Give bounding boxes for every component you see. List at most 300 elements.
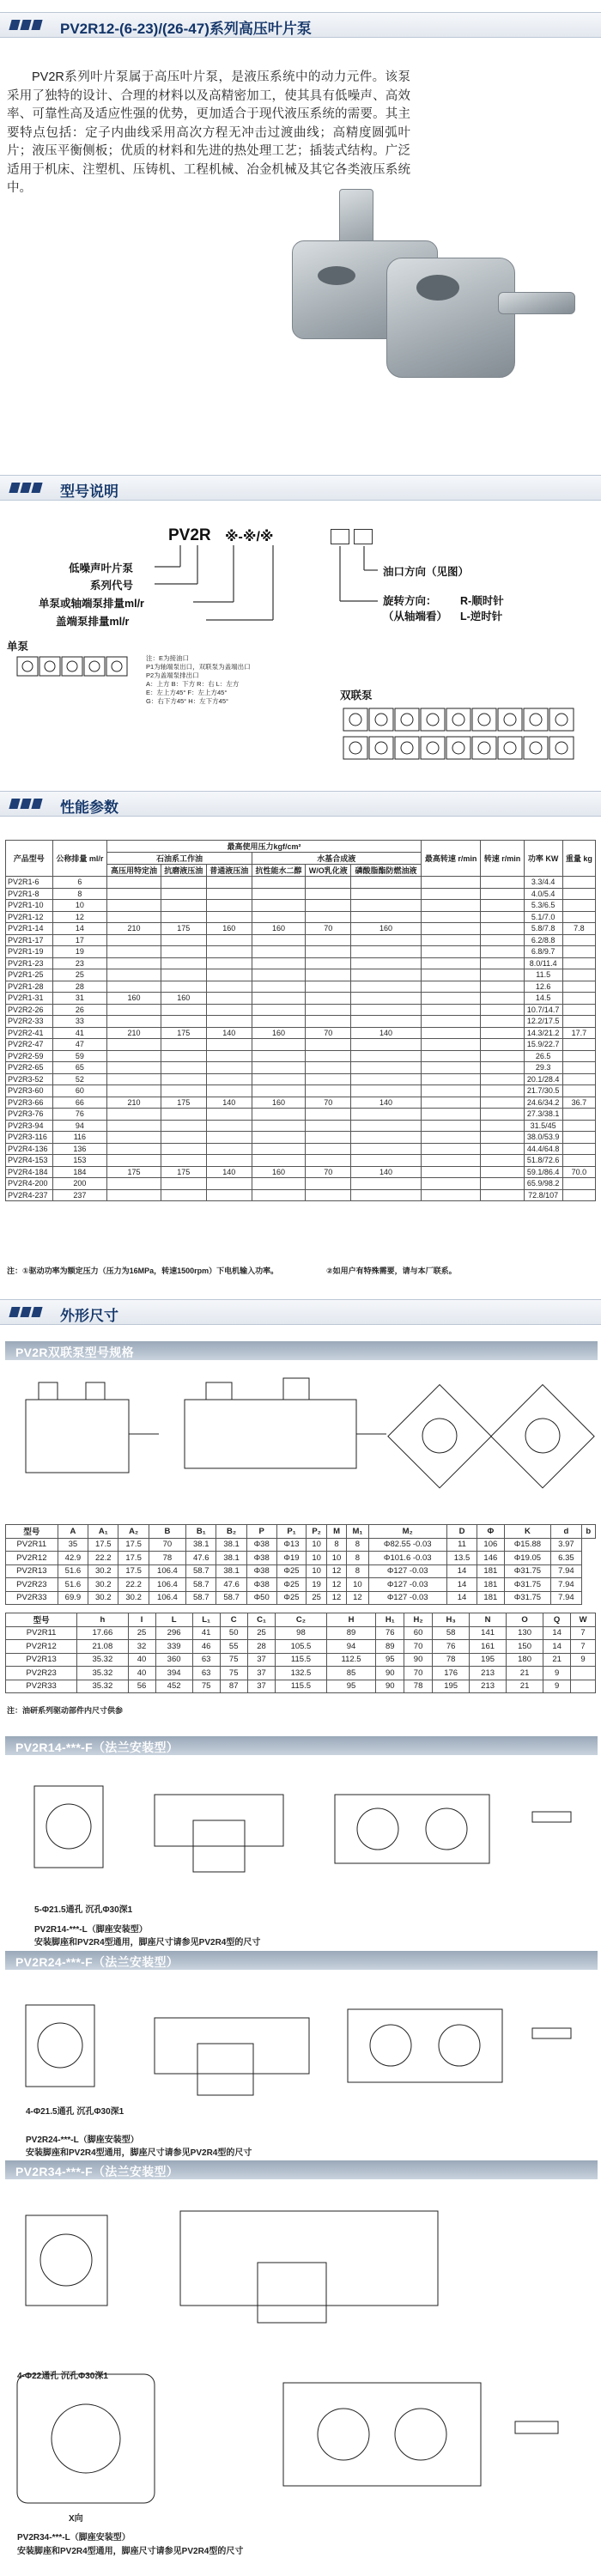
table-cell	[306, 1132, 351, 1144]
dims-header-cell: Φ	[477, 1525, 504, 1539]
table-cell: 181	[477, 1578, 504, 1592]
table-cell: PV2R11	[6, 1626, 77, 1640]
table-cell	[206, 1143, 252, 1155]
pv2r34-drawings	[0, 2185, 601, 2546]
table-cell	[562, 1016, 595, 1028]
table-cell: PV2R13	[6, 1564, 58, 1578]
table-cell: PV2R23	[6, 1578, 58, 1592]
table-cell	[562, 1062, 595, 1074]
table-cell	[351, 981, 422, 993]
table-cell: 38.1	[216, 1552, 246, 1565]
table-cell: 136	[52, 1143, 107, 1155]
table-cell: 21	[507, 1680, 543, 1693]
table-row	[6, 993, 596, 1005]
table-cell: 70	[306, 923, 351, 935]
table-cell	[421, 1178, 480, 1190]
table-row	[6, 923, 596, 935]
table-cell: 8	[326, 1538, 346, 1552]
dims-header-cell: P	[246, 1525, 276, 1539]
table-cell	[421, 888, 480, 900]
table-cell: 58.7	[186, 1591, 216, 1605]
table-cell	[351, 1016, 422, 1028]
table-cell	[351, 1073, 422, 1085]
table-cell: 78	[149, 1552, 185, 1565]
subtitle-pv2r24: PV2R24-***-F（法兰安装型）	[5, 1951, 598, 1970]
table-cell: 10.7/14.7	[524, 1004, 562, 1016]
table-cell	[481, 900, 524, 912]
table-cell	[107, 1039, 161, 1051]
table-cell: Φ13	[276, 1538, 307, 1552]
table-cell: PV2R3-66	[6, 1097, 53, 1109]
table-cell: PV2R3-116	[6, 1132, 53, 1144]
bolt-note-2: 4-Φ21.5通孔 沉孔Φ30深1	[26, 2107, 124, 2117]
table-cell: 5.1/7.0	[524, 911, 562, 923]
label-port-direction: 油口方向（见图）	[383, 566, 470, 578]
table-cell	[252, 888, 306, 900]
table-cell: 213	[470, 1680, 507, 1693]
label-low-noise: 低噪声叶片泵	[69, 562, 134, 574]
table-cell: 160	[252, 923, 306, 935]
table-cell: 21.7/30.5	[524, 1085, 562, 1097]
table-row	[6, 888, 596, 900]
table-cell	[252, 957, 306, 969]
table-cell	[351, 1189, 422, 1201]
table-cell: 160	[161, 993, 206, 1005]
table-cell: 14.5	[524, 993, 562, 1005]
table-cell	[421, 1132, 480, 1144]
table-cell: 10	[307, 1538, 326, 1552]
table-cell	[481, 1132, 524, 1144]
table-cell: PV2R3-60	[6, 1085, 53, 1097]
table-cell	[107, 946, 161, 958]
table-cell	[351, 900, 422, 912]
table-cell: 140	[206, 1097, 252, 1109]
intro-text: PV2R系列叶片泵属于高压叶片泵，是液压系统中的动力元件。该泵采用了独特的设计、合理的材料以及高精密加工，使其具有低噪声、高效率、可靠性高及适应性强的优势，更加适合于现代液压系统的需要。其主要特点包括：定子内曲线采用高次方程无冲击过渡曲线；高精度圆弧叶片；液压平衡侧板；优质的材料和先进的热处理工艺；插装式结构。广泛适用于机床、注塑机、压铸机、工程机械、冶金机械及其它各类液压系统中。	[7, 70, 410, 195]
table-cell: 51.6	[58, 1578, 88, 1592]
table-cell	[252, 1004, 306, 1016]
table-cell	[306, 900, 351, 912]
table-cell	[161, 1189, 206, 1201]
table-cell: 30.2	[88, 1578, 118, 1592]
table-cell	[481, 946, 524, 958]
table-row	[6, 1552, 596, 1565]
table-cell: 130	[507, 1626, 543, 1640]
table-cell: 70	[404, 1667, 433, 1680]
table-cell	[206, 888, 252, 900]
table-cell: 115.5	[276, 1680, 326, 1693]
dims-header-cell: P₁	[276, 1525, 307, 1539]
table-cell: 140	[351, 1027, 422, 1039]
table-cell: 89	[376, 1640, 404, 1654]
table-cell: Φ25	[276, 1564, 307, 1578]
dims-header-cell: B	[149, 1525, 185, 1539]
table-cell: 3.3/4.4	[524, 877, 562, 889]
table-cell	[306, 1016, 351, 1028]
table-cell	[161, 934, 206, 946]
th-col: 抗磨液压油	[161, 865, 206, 877]
table-cell: 115.5	[276, 1653, 326, 1667]
table-cell: Φ38	[246, 1578, 276, 1592]
table-cell	[562, 969, 595, 981]
table-row	[6, 1016, 596, 1028]
table-cell: 8	[347, 1552, 368, 1565]
table-cell: PV2R1-8	[6, 888, 53, 900]
table-cell: 38.1	[216, 1564, 246, 1578]
table-cell	[481, 1155, 524, 1167]
dims-header-cell: A	[58, 1525, 88, 1539]
table-cell	[161, 946, 206, 958]
table-cell	[306, 1120, 351, 1132]
table-cell	[252, 1050, 306, 1062]
table-cell	[421, 877, 480, 889]
table-cell: 70	[306, 1166, 351, 1178]
table-cell: 296	[155, 1626, 192, 1640]
table-cell	[351, 888, 422, 900]
table-cell	[306, 1189, 351, 1201]
table-cell: 59.1/86.4	[524, 1166, 562, 1178]
table-cell: 22.2	[88, 1552, 118, 1565]
table-cell: PV2R13	[6, 1653, 77, 1667]
table-cell: 25	[247, 1626, 276, 1640]
table-cell	[161, 900, 206, 912]
table-cell: 44.4/64.8	[524, 1143, 562, 1155]
table-row	[6, 1109, 596, 1121]
table-cell: 9	[543, 1667, 571, 1680]
table-cell	[206, 1109, 252, 1121]
table-cell: PV2R2-65	[6, 1062, 53, 1074]
table-cell: Φ127 -0.03	[368, 1564, 446, 1578]
table-cell: 9	[571, 1653, 596, 1667]
table-cell	[206, 1050, 252, 1062]
table-cell: PV2R1-23	[6, 957, 53, 969]
table-cell	[351, 1085, 422, 1097]
table-cell: 14	[446, 1578, 477, 1592]
section-performance-bar	[0, 791, 601, 817]
table-cell: 146	[477, 1552, 504, 1565]
table-row	[6, 969, 596, 981]
table-cell: 180	[507, 1653, 543, 1667]
table-cell: Φ25	[276, 1591, 307, 1605]
table-cell: 140	[206, 1166, 252, 1178]
table-cell	[107, 1189, 161, 1201]
table-cell	[161, 1004, 206, 1016]
pv2r14-drawings	[0, 1760, 601, 1923]
table-cell	[481, 1109, 524, 1121]
pv2r34-caption: 安装脚座和PV2R4型通用，脚座尺寸请参见PV2R4型的尺寸	[17, 2547, 244, 2556]
dims-header-cell: H₃	[433, 1613, 470, 1627]
table-cell	[481, 1097, 524, 1109]
table-cell: 8.0/11.4	[524, 957, 562, 969]
table-cell: 32	[128, 1640, 155, 1654]
table-cell	[481, 1062, 524, 1074]
table-cell	[252, 1109, 306, 1121]
table-cell	[252, 1120, 306, 1132]
table-cell	[252, 1178, 306, 1190]
table-cell	[481, 1073, 524, 1085]
table-cell	[107, 911, 161, 923]
table-cell	[351, 1120, 422, 1132]
table-cell	[161, 969, 206, 981]
table-cell	[562, 877, 595, 889]
table-cell: 58.7	[186, 1578, 216, 1592]
table-cell	[562, 900, 595, 912]
table-cell	[206, 1132, 252, 1144]
table-cell: 140	[206, 1027, 252, 1039]
table-cell	[481, 911, 524, 923]
pump-photo	[258, 189, 584, 386]
dims-header-cell: B₁	[186, 1525, 216, 1539]
table-cell: 95	[326, 1680, 376, 1693]
th-max-pressure: 最高使用压力kgf/cm²	[107, 841, 422, 853]
table-cell: Φ82.55 -0.03	[368, 1538, 446, 1552]
table-row	[6, 1667, 596, 1680]
table-cell: 90	[404, 1653, 433, 1667]
table-cell	[161, 1132, 206, 1144]
table-cell: 10	[52, 900, 107, 912]
table-cell	[562, 888, 595, 900]
model-code-leaders	[0, 541, 601, 644]
table-cell	[562, 993, 595, 1005]
table-cell: 94	[326, 1640, 376, 1654]
table-cell: PV2R4-136	[6, 1143, 53, 1155]
dims-header-cell: C	[220, 1613, 247, 1627]
table-cell	[421, 1073, 480, 1085]
table-cell: PV2R4-237	[6, 1189, 53, 1201]
table-cell: 10	[307, 1552, 326, 1565]
table-cell: 12.2/17.5	[524, 1016, 562, 1028]
table-cell	[421, 957, 480, 969]
table-cell: 11.5	[524, 969, 562, 981]
table-cell: 10	[307, 1564, 326, 1578]
th-speed: 转速 r/min	[481, 841, 524, 877]
table-cell: 55	[220, 1640, 247, 1654]
table-cell	[306, 1073, 351, 1085]
table-cell: 38.1	[216, 1538, 246, 1552]
table-cell: 140	[351, 1097, 422, 1109]
table-cell: 140	[351, 1166, 422, 1178]
table-cell: 17.7	[562, 1027, 595, 1039]
table-cell	[206, 993, 252, 1005]
table-cell	[351, 934, 422, 946]
table-cell	[351, 957, 422, 969]
table-cell: 70.0	[562, 1166, 595, 1178]
table-cell	[421, 1050, 480, 1062]
dims-header-cell: N	[470, 1613, 507, 1627]
table-cell: PV2R1-12	[6, 911, 53, 923]
dims-header-cell: M	[326, 1525, 346, 1539]
table-cell: 30.2	[118, 1591, 149, 1605]
table-cell	[161, 888, 206, 900]
table-cell	[562, 1189, 595, 1201]
table-row	[6, 1062, 596, 1074]
table-row	[6, 1626, 596, 1640]
table-cell	[306, 1062, 351, 1074]
table-cell: 13.5	[446, 1552, 477, 1565]
table-cell	[252, 993, 306, 1005]
table-row	[6, 1564, 596, 1578]
table-row	[6, 1039, 596, 1051]
table-cell	[252, 911, 306, 923]
table-cell: 160	[206, 923, 252, 935]
table-row	[6, 1027, 596, 1039]
table-cell	[421, 1155, 480, 1167]
table-row	[6, 1653, 596, 1667]
table-cell	[562, 981, 595, 993]
label-ccw: L-逆时针	[460, 611, 503, 623]
table-cell	[481, 934, 524, 946]
table-cell: 150	[507, 1640, 543, 1654]
th-model: 产品型号	[6, 841, 53, 877]
table-cell: 175	[107, 1166, 161, 1178]
table-cell: Φ38	[246, 1538, 276, 1552]
table-cell	[252, 1039, 306, 1051]
table-cell: 47.6	[216, 1578, 246, 1592]
table-cell	[107, 957, 161, 969]
table-cell	[206, 969, 252, 981]
table-cell: 6.2/8.8	[524, 934, 562, 946]
table-cell	[206, 981, 252, 993]
table-cell: 106.4	[149, 1564, 185, 1578]
table-cell: PV2R2-26	[6, 1004, 53, 1016]
table-cell	[421, 1085, 480, 1097]
table-cell: 132.5	[276, 1667, 326, 1680]
th-col: 普通液压油	[206, 865, 252, 877]
table-cell	[107, 888, 161, 900]
table-row	[6, 1050, 596, 1062]
table-cell: 70	[306, 1097, 351, 1109]
dims-header-cell: L₁	[192, 1613, 220, 1627]
table-cell	[351, 969, 422, 981]
table-cell: 106.4	[149, 1578, 185, 1592]
table-cell: 160	[351, 923, 422, 935]
table-cell	[421, 1027, 480, 1039]
table-cell	[107, 1085, 161, 1097]
table-cell: 35.32	[77, 1680, 128, 1693]
label-shaft-displacement: 单泵或轴端泵排量ml/r	[39, 598, 144, 610]
table-cell: 21.08	[77, 1640, 128, 1654]
bolt-note-3: 4-Φ22通孔 沉孔Φ30深1	[17, 2372, 108, 2381]
table-cell: 38.1	[186, 1538, 216, 1552]
table-cell	[562, 1004, 595, 1016]
table-cell: 19	[52, 946, 107, 958]
table-cell: PV2R2-41	[6, 1027, 53, 1039]
table-cell: 210	[107, 923, 161, 935]
table-cell: 15.9/22.7	[524, 1039, 562, 1051]
table-row	[6, 911, 596, 923]
table-cell	[252, 1189, 306, 1201]
table-cell: 12.6	[524, 981, 562, 993]
dims-header-cell: H₂	[404, 1613, 433, 1627]
table-cell: 63	[192, 1667, 220, 1680]
table-cell	[481, 1016, 524, 1028]
dims-header-cell: d	[551, 1525, 581, 1539]
table-cell: 7.94	[551, 1578, 581, 1592]
table-cell	[481, 1004, 524, 1016]
table-cell: 17	[52, 934, 107, 946]
table-cell	[562, 934, 595, 946]
table-cell: 60	[404, 1626, 433, 1640]
table-cell: 51.8/72.6	[524, 1155, 562, 1167]
table-cell: 8	[347, 1538, 368, 1552]
table-cell	[107, 1109, 161, 1121]
table-cell	[161, 911, 206, 923]
th-power: 功率 KW	[524, 841, 562, 877]
table-cell: Φ38	[246, 1564, 276, 1578]
table-cell: 3.97	[551, 1538, 581, 1552]
table-cell: 37	[247, 1667, 276, 1680]
table-cell	[481, 888, 524, 900]
table-cell: 58.7	[216, 1591, 246, 1605]
dims-header-cell: A₂	[118, 1525, 149, 1539]
table-cell	[421, 1109, 480, 1121]
table-cell	[306, 981, 351, 993]
table-cell	[351, 993, 422, 1005]
performance-table	[5, 840, 596, 1201]
table-row	[6, 1578, 596, 1592]
table-cell: Φ38	[246, 1552, 276, 1565]
table-cell	[562, 1143, 595, 1155]
table-cell	[206, 946, 252, 958]
subtitle-pv2r14: PV2R14-***-F（法兰安装型）	[5, 1736, 598, 1755]
table-cell: 12	[326, 1591, 346, 1605]
table-cell: 90	[376, 1667, 404, 1680]
table-cell: PV2R4-153	[6, 1155, 53, 1167]
table-cell	[481, 993, 524, 1005]
table-cell	[481, 1027, 524, 1039]
table-cell: 40	[128, 1667, 155, 1680]
table-cell	[481, 1178, 524, 1190]
table-cell: 106.4	[149, 1591, 185, 1605]
table-cell: 33	[52, 1016, 107, 1028]
table-cell	[206, 877, 252, 889]
table-cell	[107, 1155, 161, 1167]
table-cell: 8	[52, 888, 107, 900]
table-cell	[306, 946, 351, 958]
table-cell	[107, 1073, 161, 1085]
table-row	[6, 1538, 596, 1552]
table-cell	[206, 1178, 252, 1190]
table-cell	[351, 1109, 422, 1121]
subtitle-double-pump: PV2R双联泵型号规格	[5, 1341, 598, 1360]
table-cell	[161, 877, 206, 889]
table-cell: 26	[52, 1004, 107, 1016]
table-cell	[107, 1132, 161, 1144]
table-cell	[161, 957, 206, 969]
table-cell: 14	[446, 1564, 477, 1578]
table-cell: 7	[571, 1640, 596, 1654]
table-cell	[161, 1073, 206, 1085]
table-cell	[351, 1004, 422, 1016]
table-cell	[481, 981, 524, 993]
table-cell: 5.3/6.5	[524, 900, 562, 912]
table-cell: 47	[52, 1039, 107, 1051]
table-cell	[421, 969, 480, 981]
table-cell: 52	[52, 1073, 107, 1085]
section-model-bar	[0, 475, 601, 501]
table-row	[6, 946, 596, 958]
table-row	[6, 1178, 596, 1190]
table-cell: 112.5	[326, 1653, 376, 1667]
th-col: W/O乳化液	[306, 865, 351, 877]
table-cell: 175	[161, 1027, 206, 1039]
table-cell	[481, 1050, 524, 1062]
table-cell: 160	[107, 993, 161, 1005]
header-bar	[0, 12, 601, 38]
table-cell: PV2R4-200	[6, 1178, 53, 1190]
table-cell	[161, 1155, 206, 1167]
table-cell: 6.8/9.7	[524, 946, 562, 958]
table-cell	[107, 1062, 161, 1074]
